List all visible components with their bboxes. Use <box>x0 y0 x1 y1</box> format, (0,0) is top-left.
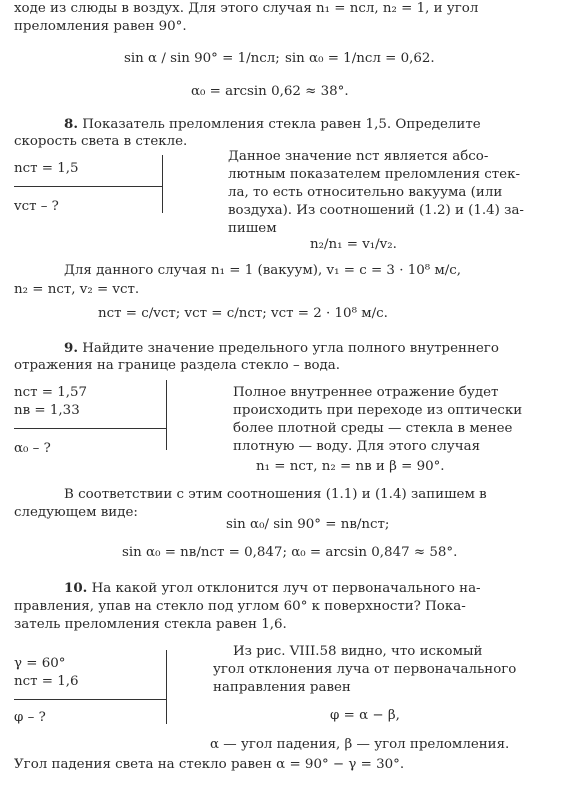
problem-10-question-line-2: правления, упав на стекло под углом 60° к поверхности? Пока- <box>14 599 466 614</box>
problem-10-find: φ – ? <box>14 710 46 725</box>
prev-line-1: ходе из слюды в воздух. Для этого случая n₁ = nсл, n₂ = 1, и угол <box>14 1 479 16</box>
problem-9-question-line-1 <box>64 340 499 357</box>
problem-8-given-divider <box>14 186 162 187</box>
problem-9-text-line-2: следующем виде: <box>14 505 138 520</box>
problem-9-find: α₀ – ? <box>14 441 51 456</box>
problem-8-question-text: Показатель преломления стекла равен 1,5. Определите <box>82 117 481 132</box>
problem-8-question-line-1 <box>64 116 481 133</box>
problem-9-solution-line-1: Полное внутреннее отражение будет <box>233 385 499 400</box>
problem-10-equation-1: φ = α − β, <box>330 708 400 723</box>
problem-10-solution-line-2: угол отклонения луча от первоначального <box>213 662 517 677</box>
problem-10-number: 10. <box>64 580 88 596</box>
problem-9-equation-2: sin α₀/ sin 90° = nв/nст; <box>226 517 390 532</box>
problem-8-given-vertical-line <box>162 155 163 213</box>
problem-10-question-text: На какой угол отклонится луч от первоначального на- <box>91 581 481 596</box>
problem-10-given-divider <box>14 699 166 700</box>
problem-10-given-vertical-line <box>166 650 167 724</box>
problem-9-equation-1: n₁ = nст, n₂ = nв и β = 90°. <box>256 459 445 474</box>
problem-10-question-line-1 <box>64 580 481 597</box>
problem-8-equation-1: n₂/n₁ = v₁/v₂. <box>310 237 397 252</box>
problem-9-equation-3: sin α₀ = nв/nст = 0,847; α₀ = arcsin 0,847 ≈ 58°. <box>122 545 458 560</box>
problem-8-solution-line-1: Данное значение nст является абсо- <box>228 149 489 164</box>
problem-9-solution-line-2: происходить при переходе из оптически <box>233 403 523 418</box>
problem-10-text-line-1: α — угол падения, β — угол преломления. <box>210 737 510 752</box>
problem-8-solution-line-4: воздуха). Из соотношений (1.2) и (1.4) за- <box>228 203 524 218</box>
problem-9-given-1: nст = 1,57 <box>14 385 88 400</box>
problem-10-solution-line-1: Из рис. VIII.58 видно, что искомый <box>233 644 483 659</box>
problem-10-given-2: nст = 1,6 <box>14 674 79 689</box>
prev-equation-2: α₀ = arcsin 0,62 ≈ 38°. <box>191 84 349 99</box>
problem-9-given-2: nв = 1,33 <box>14 403 80 418</box>
problem-10-text-line-2: Угол падения света на стекло равен α = 90° − γ = 30°. <box>14 757 405 772</box>
problem-9-number: 9. <box>64 340 78 356</box>
prev-equation-1-left: sin α / sin 90° = 1/nсл; <box>124 51 280 66</box>
problem-9-solution-line-4: плотную — воду. Для этого случая <box>233 439 481 454</box>
problem-9-text-line-1: В соответствии с этим соотношения (1.1) и (1.4) запишем в <box>64 487 487 502</box>
problem-9-solution-line-3: более плотной среды — стекла в менее <box>233 421 513 436</box>
problem-9-given-divider <box>14 428 166 429</box>
problem-9-question-line-2: отражения на границе раздела стекло – вода. <box>14 358 341 373</box>
problem-10-given-1: γ = 60° <box>14 656 66 671</box>
prev-line-2: преломления равен 90°. <box>14 19 187 34</box>
problem-8-solution-line-5: пишем <box>228 221 277 236</box>
prev-equation-1-right: sin α₀ = 1/nсл = 0,62. <box>285 51 435 66</box>
problem-8-text-line-2: n₂ = nст, v₂ = vст. <box>14 282 140 297</box>
problem-8-solution-line-2: лютным показателем преломления стек- <box>228 167 521 182</box>
problem-8-find: vст – ? <box>14 199 59 214</box>
problem-9-question-text: Найдите значение предельного угла полного внутреннего <box>82 341 499 356</box>
problem-8-text-line-1: Для данного случая n₁ = 1 (вакуум), v₁ = c = 3 · 10⁸ м/с, <box>64 263 462 278</box>
problem-8-equation-2: nст = c/vст; vст = c/nст; vст = 2 · 10⁸ м/с. <box>98 306 388 321</box>
problem-8-given: nст = 1,5 <box>14 161 79 176</box>
problem-10-question-line-3: затель преломления стекла равен 1,6. <box>14 617 287 632</box>
problem-8-solution-line-3: ла, то есть относительно вакуума (или <box>228 185 503 200</box>
problem-8-number: 8. <box>64 116 78 132</box>
problem-9-given-vertical-line <box>166 380 167 450</box>
problem-10-solution-line-3: направления равен <box>213 680 351 695</box>
problem-8-question-line-2: скорость света в стекле. <box>14 134 188 149</box>
